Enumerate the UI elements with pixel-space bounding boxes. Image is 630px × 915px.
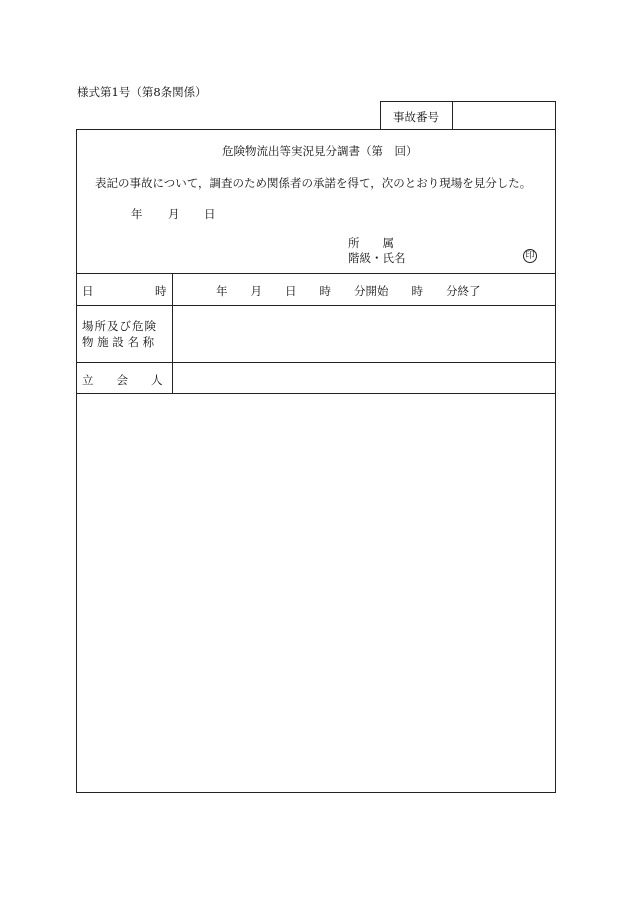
witness-field[interactable]: [176, 365, 552, 391]
date-month-label: 月: [168, 207, 180, 221]
row-rule-1: [76, 305, 556, 306]
date-year-label: 年: [131, 207, 143, 221]
location-field[interactable]: [176, 308, 552, 360]
datetime-label-day: 日: [82, 284, 94, 298]
datetime-value[interactable]: 年 月 日 時 分開始 時 分終了: [216, 284, 481, 298]
rank-name-label: 階級・氏名: [348, 251, 406, 265]
table-top-rule: [76, 273, 556, 274]
date-day-label: 日: [204, 207, 216, 221]
statement-text: 表記の事故について，調査のため関係者の承諾を得て，次のとおり現場を見分した。: [95, 176, 532, 190]
datetime-label-time: 時: [155, 284, 167, 298]
location-label-line2: 物 施 設 名 称: [82, 335, 155, 349]
location-label-line1: 場所及び危険: [82, 319, 157, 333]
seal-mark: 印: [523, 249, 537, 263]
accident-number-field[interactable]: [456, 103, 552, 128]
affiliation-label: 所 属: [348, 236, 394, 250]
row-rule-3: [76, 393, 556, 394]
form-label: 様式第1号（第8条関係）: [77, 85, 207, 99]
observation-body-area[interactable]: [78, 396, 554, 791]
accident-number-label: 事故番号: [393, 110, 439, 124]
accident-number-divider: [452, 101, 453, 130]
witness-label: 立 会 人: [82, 373, 163, 387]
row-rule-2: [76, 362, 556, 363]
document-title: 危険物流出等実況見分調書（第 回）: [222, 144, 418, 158]
label-column-divider: [172, 273, 173, 394]
